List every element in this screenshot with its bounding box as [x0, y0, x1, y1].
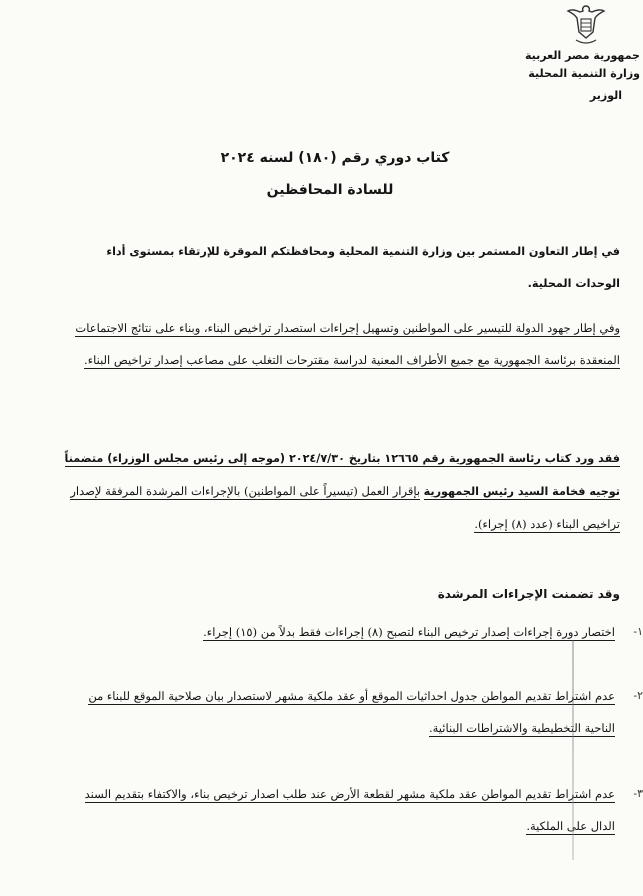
- list-item-number: ٣-: [633, 787, 643, 800]
- directive-paragraph: [60, 443, 620, 541]
- letterhead-minister: الوزير: [589, 89, 622, 102]
- list-item: [60, 680, 643, 744]
- document-addressee: للسادة المحافظين: [266, 182, 394, 198]
- list-item-text: اختصار دورة إجراءات إصدار ترخيص البناء لتصبح (٨) إجراءات فقط بدلاً من (١٥) إجراء.: [203, 625, 615, 639]
- list-item-number: ٢-: [633, 689, 643, 702]
- list-item: [60, 778, 643, 842]
- letterhead-country: جمهورية مصر العربية: [525, 49, 640, 62]
- directive-handwritten-text: بإقرار العمل (تيسيراً على المواطنين) بالإجراءات المرشدة المرفقة لإصدار تراخيص البناء (عدد (٨) إجراء).: [70, 484, 620, 531]
- context-text: وفي إطار جهود الدولة للتيسير على المواطنين وتسهيل إجراءات استصدار تراخيص البناء، وبناء على نتائج الاجتماعات المنعقدة برئاسة الجمهورية مع جميع الأطراف المعنية لدراسة مقترحات التغلب على مصاعب إصدار تراخيص البناء.: [75, 321, 620, 367]
- margin-pen-line: [572, 640, 574, 860]
- letterhead-ministry: وزارة التنمية المحلية: [528, 67, 640, 80]
- intro-paragraph: في إطار التعاون المستمر بين وزارة التنمية المحلية ومحافظتكم الموقرة للإرتقاء بمستوى أداء الوحدات المحلية.: [106, 245, 620, 290]
- list-item-text: عدم اشتراط تقديم المواطن عقد ملكية مشهر لقطعة الأرض عند طلب اصدار ترخيص بناء، والاكتفاء بتقديم السند الدال على الملكية.: [84, 787, 615, 833]
- context-paragraph: [60, 312, 620, 376]
- list-item-text: عدم اشتراط تقديم المواطن جدول احداثيات الموقع أو عقد ملكية مشهر لاستصدار بيان صلاحية الموقع للبناء من الناحية التخطيطية والاشتراطات البنائية.: [88, 689, 615, 735]
- list-item-number: ١-: [633, 625, 643, 638]
- procedures-heading: وقد تضمنت الإجراءات المرشدة: [437, 587, 620, 601]
- directive-printed-text: فقد ورد كتاب رئاسة الجمهورية رقم ١٢٦٦٥ بتاريخ ٢٠٢٤/٧/٣٠ (موجه إلى رئيس مجلس الوزراء) متضمناً توجيه فخامة السيد رئيس الجمهورية: [64, 452, 620, 498]
- document-title: كتاب دوري رقم (١٨٠) لسنه ٢٠٢٤: [220, 150, 450, 166]
- list-item: [60, 616, 643, 648]
- eagle-emblem-icon: [566, 2, 606, 48]
